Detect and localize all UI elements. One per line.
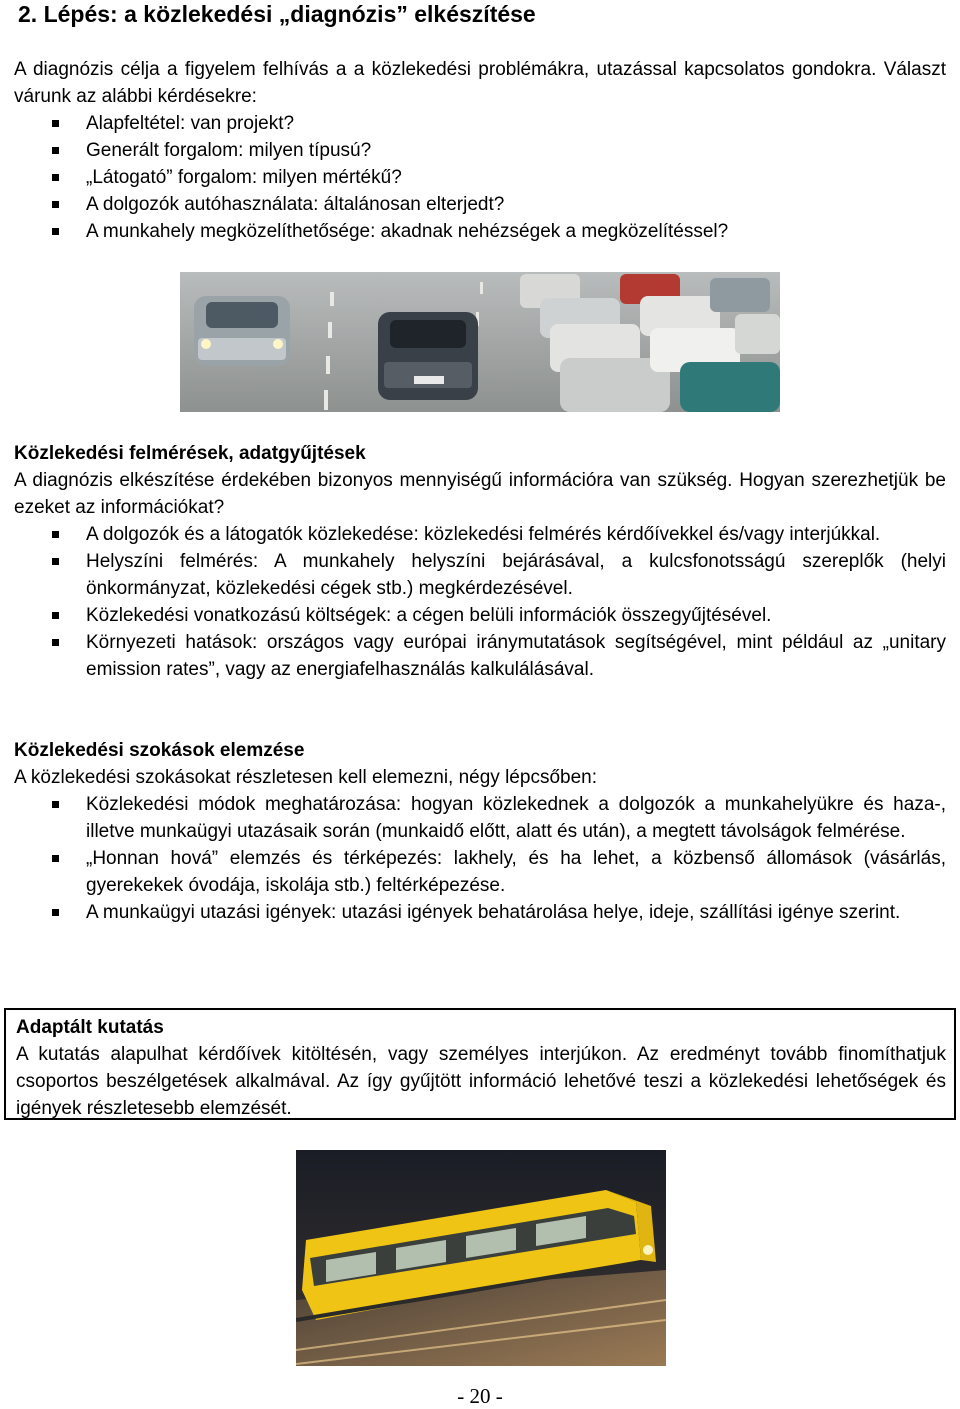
- list-item: „Honnan hová” elemzés és térképezés: lakhely, és ha lehet, a közbenső állomások (vásárlás, gyerekekek óvodája, iskolája stb.) feltérképezése.: [14, 845, 946, 899]
- list-item: Alapfeltétel: van projekt?: [14, 110, 946, 137]
- list-item: Generált forgalom: milyen típusú?: [14, 137, 946, 164]
- box-text: A kutatás alapulhat kérdőívek kitöltésén, vagy személyes interjúkon. Az eredményt tovább finomíthatjuk csoportos beszélgetések alkalmával. Az így gyűjtött információ lehetővé teszi a közlekedési lehetőségek és igények részletesebb elemzését.: [16, 1044, 946, 1119]
- list-item: A munkaügyi utazási igények: utazási igények behatárolása helye, ideje, szállítási igénye szerint.: [14, 899, 946, 926]
- list-item: „Látogató” forgalom: milyen mértékű?: [14, 164, 946, 191]
- page-title: 2. Lépés: a közlekedési „diagnózis” elkészítése: [18, 1, 536, 27]
- list-item: Környezeti hatások: országos vagy európai iránymutatások segítségével, mint például az „unitary emission rates”, vagy az energiafelhasználás kalkulálásával.: [14, 629, 946, 683]
- list-item: A munkahely megközelíthetősége: akadnak nehézségek a megközelítéssel?: [14, 218, 946, 245]
- section-text: A diagnózis elkészítése érdekében bizonyos mennyiségű információra van szükség. Hogyan szerezhetjük be ezeket az információkat?: [14, 470, 946, 518]
- tram-photo: [296, 1150, 666, 1366]
- list-item: Közlekedési vonatkozású költségek: a cégen belüli információk összegyűjtésével.: [14, 602, 946, 629]
- intro-section: [14, 56, 946, 245]
- list-item: A dolgozók és a látogatók közlekedése: közlekedési felmérés kérdőívekkel és/vagy interjúkkal.: [14, 521, 946, 548]
- list-item: Közlekedési módok meghatározása: hogyan közlekednek a dolgozók a munkahelyükre és haza-, illetve munkaügyi utazásaik során (munkaidő előtt, alatt és után), a megtett távolságok felmérése.: [14, 791, 946, 845]
- habits-list: [14, 791, 946, 926]
- intro-list: [14, 110, 946, 245]
- adapted-research-box: [4, 1008, 956, 1120]
- habits-section: [14, 737, 946, 926]
- traffic-photo: [180, 272, 780, 412]
- intro-text: A diagnózis célja a figyelem felhívás a a közlekedési problémákra, utazással kapcsolatos gondokra. Választ várunk az alábbi kérdésekre:: [14, 59, 946, 107]
- surveys-list: [14, 521, 946, 683]
- section-text: A közlekedési szokásokat részletesen kell elemezni, négy lépcsőben:: [14, 767, 597, 788]
- list-item: A dolgozók autóhasználata: általánosan elterjedt?: [14, 191, 946, 218]
- section-heading: Közlekedési szokások elemzése: [14, 740, 305, 761]
- surveys-section: [14, 440, 946, 683]
- section-heading: Közlekedési felmérések, adatgyűjtések: [14, 443, 366, 464]
- box-heading: Adaptált kutatás: [16, 1017, 164, 1038]
- page-number: - 20 -: [457, 1384, 503, 1408]
- list-item: Helyszíni felmérés: A munkahely helyszíni bejárásával, a kulcsfonotsságú szereplők (helyi önkormányzat, közlekedési cégek stb.) megkérdezésével.: [14, 548, 946, 602]
